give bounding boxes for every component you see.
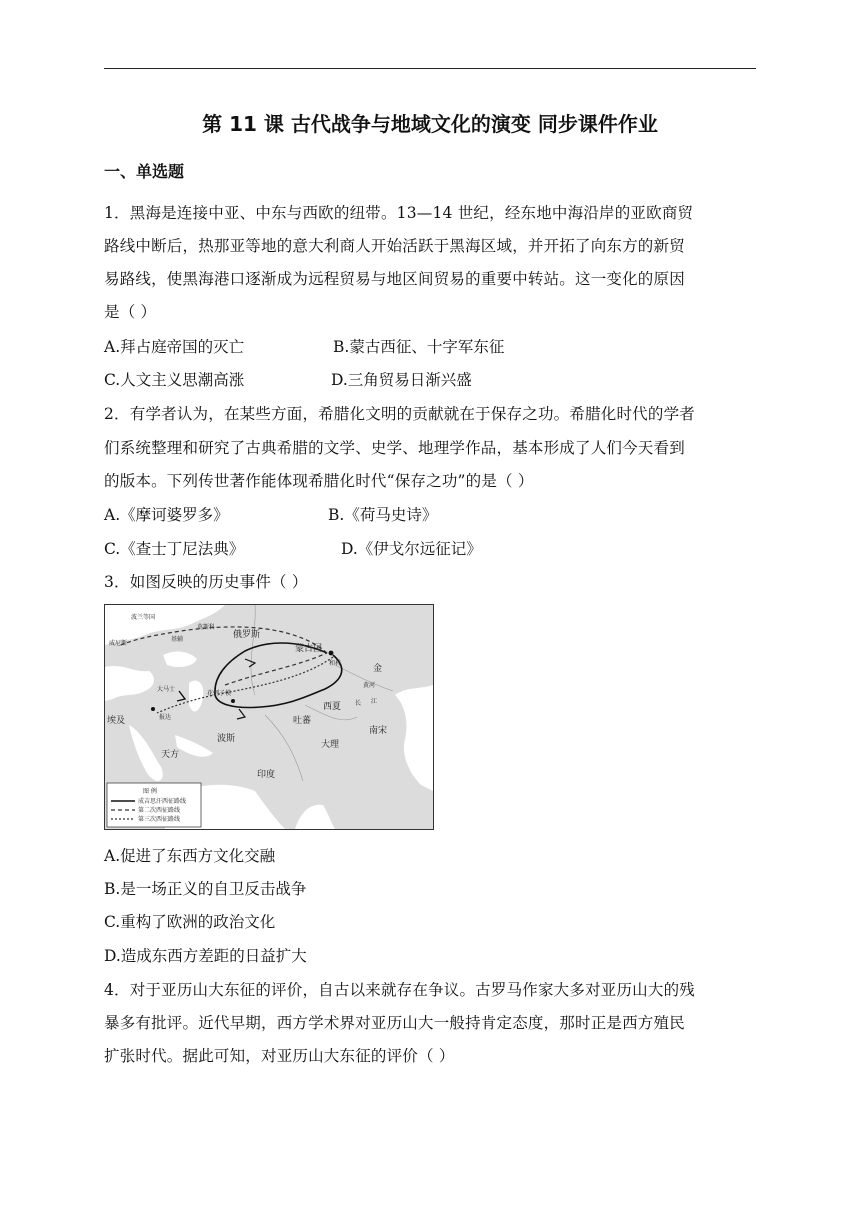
q2-option-d[interactable]: D.《伊戈尔远征记》 [341,540,482,558]
q1-line-3: 易路线，使黑海港口逐渐成为远程贸易与地区间贸易的重要中转站。这一变化的原因 [104,270,685,288]
q1-line-2: 路线中断后，热那亚等地的意大利商人开始活跃于黑海区域，并开拓了向东方的新贸 [104,237,685,255]
map-label-russia: 俄罗斯 [233,630,261,640]
q2-option-c[interactable]: C.《查士丁尼法典》 [104,540,245,558]
q1-option-a[interactable]: A.拜占庭帝国的灭亡 [104,338,245,356]
map-label-persia: 波斯 [217,734,236,744]
legend-item-3: 第三次西征路线 [138,816,181,823]
map-label-venice: 威尼斯 [109,640,128,647]
legend-item-2: 第二次西征路线 [138,807,181,814]
historical-map [104,604,434,830]
map-legend [107,783,201,827]
q1-option-b[interactable]: B.蒙古西征、十字军东征 [333,338,505,356]
section-heading: 一、单选题 [104,162,185,181]
map-label-arabia: 天方 [161,750,180,760]
q3-option-c[interactable]: C.重构了欧洲的政治文化 [104,913,276,931]
western-expedition-map [105,605,433,829]
q1-line-1: 1．黑海是连接中亚、中东与西欧的纽带。13—14 世纪，经东地中海沿岸的亚欧商贸 [104,204,694,222]
map-label-yellow-river: 黄河 [363,682,376,689]
page-title: 第 11 课 古代战争与地域文化的演变 同步课件作业 [202,112,658,136]
q2-line-3: 的版本。下列传世著作能体现希腊化时代“保存之功”的是（ ） [104,472,534,490]
legend-title: 图 例 [143,788,157,795]
q2-line-2: 们系统整理和研究了古典希腊的文学、史学、地理学作品，基本形成了人们今天看到 [104,439,685,457]
q1-line-4: 是（ ） [104,303,157,321]
q3-option-d[interactable]: D.造成东西方差距的日益扩大 [104,947,307,965]
map-label-tubo: 吐蕃 [293,716,312,726]
map-label-egypt: 埃及 [107,716,126,726]
map-label-xixia: 西夏 [323,702,342,712]
legend-item-1: 成吉思汗西征路线 [138,798,187,805]
map-label-poland: 波兰等国 [131,614,156,621]
q1-option-d[interactable]: D.三角贸易日渐兴盛 [331,371,472,389]
q1-option-c[interactable]: C.人文主义思潮高涨 [104,371,245,389]
map-label-mongolia: 蒙古国 [295,644,323,654]
map-label-yangtze-2: 江 [371,698,378,705]
map-label-helin: 和林 [329,660,342,667]
map-label-moscow: 莫斯科 [197,624,216,631]
q4-line-2: 暴多有批评。近代早期，西方学术界对亚历山大一般持肯定态度，那时正是西方殖民 [104,1014,685,1032]
map-label-crimea: 基辅 [171,636,184,643]
map-label-india: 印度 [257,770,276,780]
q2-line-1: 2．有学者认为，在某些方面，希腊化文明的贡献就在于保存之功。希腊化时代的学者 [104,405,695,423]
header-rule [104,68,756,69]
map-label-southern-song: 南宋 [369,726,388,736]
q2-option-b[interactable]: B.《荷马史诗》 [328,506,438,524]
map-label-baghdad: 报达 [159,714,172,721]
map-label-yangtze-1: 长 [355,700,362,707]
map-label-dali: 大理 [321,740,340,750]
q3-option-b[interactable]: B.是一场正义的自卫反击战争 [104,880,307,898]
q2-option-a[interactable]: A.《摩诃婆罗多》 [104,506,229,524]
q3-option-a[interactable]: A.促进了东西方文化交融 [104,847,276,865]
q4-line-3: 扩张时代。据此可知，对亚历山大东征的评价（ ） [104,1047,455,1065]
map-label-damascus: 大马士 [157,686,176,693]
q3-stem: 3．如图反映的历史事件（ ） [104,573,308,591]
map-label-khwarazm: 花剌子模 [207,690,232,697]
q4-line-1: 4．对于亚历山大东征的评价，自古以来就存在争议。古罗马作家大多对亚历山大的残 [104,981,695,999]
map-label-jin: 金 [373,664,383,674]
